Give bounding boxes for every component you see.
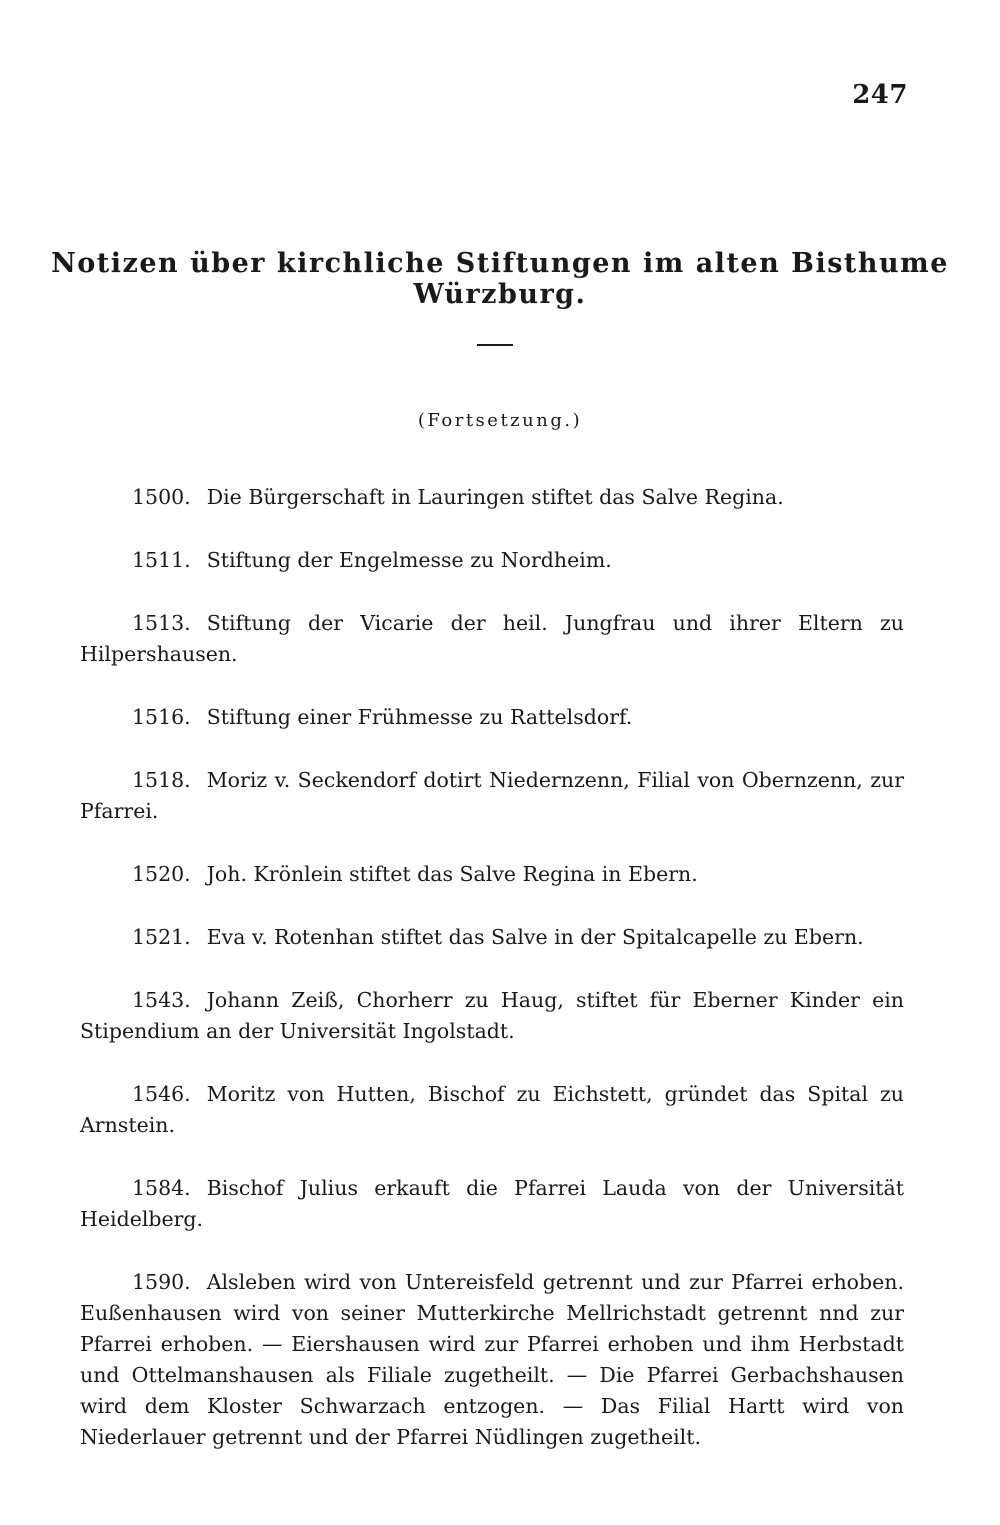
entry-text: Stiftung der Vicarie der heil. Jungfrau und ihrer Eltern zu Hilpershausen. (80, 611, 904, 666)
entry-1513 (80, 608, 904, 670)
entry-text: Moriz v. Seckendorf dotirt Niedernzenn, Filial von Obernzenn, zur Pfarrei. (80, 768, 904, 823)
entry-1500 (80, 482, 904, 513)
entry-text: Johann Zeiß, Chorherr zu Haug, stiftet für Eberner Kinder ein Stipendium an der Universität Ingolstadt. (80, 988, 904, 1043)
entry-1516 (80, 702, 904, 733)
entry-year: 1513. (132, 611, 191, 635)
entry-text: Eva v. Rotenhan stiftet das Salve in der Spitalcapelle zu Ebern. (206, 925, 864, 949)
entry-1543 (80, 985, 904, 1047)
entry-1511 (80, 545, 904, 576)
entry-text: Die Bürgerschaft in Lauringen stiftet das Salve Regina. (206, 485, 784, 509)
entry-year: 1500. (132, 485, 191, 509)
entry-year: 1520. (132, 862, 191, 886)
entry-year: 1546. (132, 1082, 191, 1106)
entry-text: Joh. Krönlein stiftet das Salve Regina in Ebern. (206, 862, 698, 886)
page-title: Notizen über kirchliche Stiftungen im alten Bisthume Würzburg. (51, 248, 949, 310)
entry-1590 (80, 1267, 904, 1453)
entry-text: Bischof Julius erkauft die Pfarrei Lauda von der Universität Heidelberg. (80, 1176, 904, 1231)
entry-1520 (80, 859, 904, 890)
title-divider (477, 344, 513, 346)
entry-year: 1590. (132, 1270, 191, 1294)
entry-1584 (80, 1173, 904, 1235)
entry-year: 1543. (132, 988, 191, 1012)
entry-year: 1516. (132, 705, 191, 729)
entry-text: Stiftung der Engelmesse zu Nordheim. (206, 548, 612, 572)
page-number: 247 (852, 80, 908, 110)
entry-text: Moritz von Hutten, Bischof zu Eichstett, gründet das Spital zu Arnstein. (80, 1082, 904, 1137)
continuation-note: (Fortsetzung.) (417, 410, 583, 431)
entry-year: 1521. (132, 925, 191, 949)
entry-year: 1511. (132, 548, 191, 572)
entry-list (80, 482, 904, 1485)
entry-year: 1518. (132, 768, 191, 792)
entry-text: Stiftung einer Frühmesse zu Rattelsdorf. (206, 705, 633, 729)
entry-1518 (80, 765, 904, 827)
entry-year: 1584. (132, 1176, 191, 1200)
entry-1521 (80, 922, 904, 953)
entry-1546 (80, 1079, 904, 1141)
entry-text: Alsleben wird von Untereisfeld getrennt und zur Pfarrei erhoben. Eußenhausen wird von seiner Mutterkirche Mellrichstadt getrennt nnd zur Pfarrei erhoben. — Eiershausen wird zur Pfarrei erhoben und ihm Herbstadt und Ottelmanshausen als Filiale zugetheilt. — Die Pfarrei Gerbachshausen wird dem Kloster Schwarzach entzogen. — Das Filial Hartt wird von Niederlauer getrennt und der Pfarrei Nüdlingen zugetheilt. (80, 1270, 904, 1449)
